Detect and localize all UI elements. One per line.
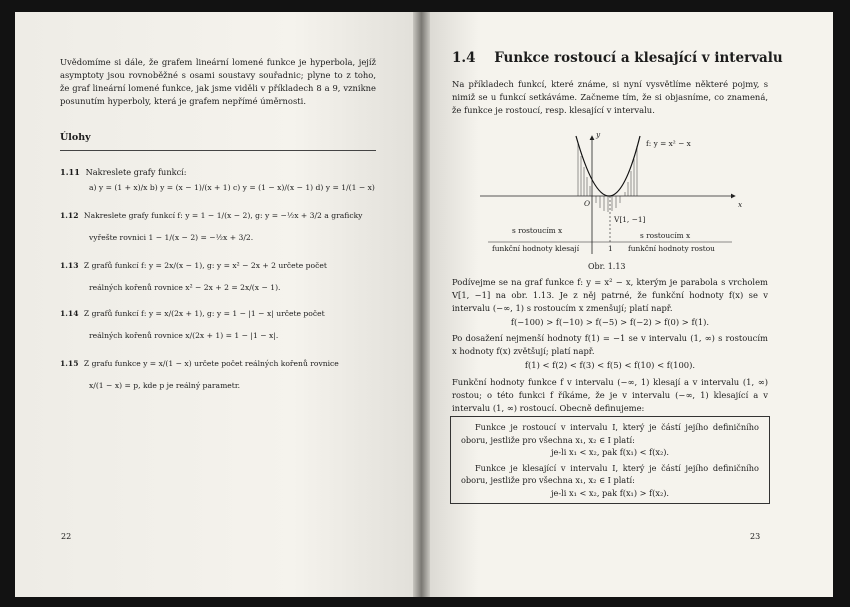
page-number-right: 23	[750, 532, 761, 541]
definition-rising: Funkce je rostoucí v intervalu I, který je částí jejího definičního oboru, jestliže pro všechna x₁, x₂ ∈ I platí:	[461, 422, 759, 445]
exercise-number: 1.15	[60, 359, 79, 368]
exercise-number: 1.13	[60, 261, 79, 270]
figure-increasing-label: s rostoucím x	[640, 231, 691, 240]
section-heading	[452, 50, 783, 66]
figure-vertex-label: V[1, −1]	[614, 215, 646, 224]
book-spine	[413, 12, 430, 597]
page-number-left: 22	[61, 532, 72, 541]
exercise-text: Z grafu funkce y = x/(1 − x) určete počet reálných kořenů rovnice	[83, 359, 339, 368]
figure-y-label: y	[596, 130, 601, 139]
inequality-1: f(−100) > f(−10) > f(−5) > f(−2) > f(0) > f(1).	[510, 317, 710, 327]
exercise-1-12	[60, 210, 362, 222]
exercise-1-14-line2: reálných kořenů rovnice x/(2x + 1) = 1 − |1 − x|.	[89, 331, 279, 340]
left-page	[15, 12, 413, 597]
exercise-text: Z grafů funkcí f: y = 2x/(x − 1), g: y = x² − 2x + 2 určete počet	[83, 261, 327, 270]
section-intro: Na příkladech funkcí, které známe, si nyní vysvětlíme některé pojmy, s nimiž se u funkcí setkáváme. Začneme tím, že si objasníme, co znamená, že funkce je rostoucí, resp. klesající v intervalu.	[452, 79, 768, 115]
exercise-text: Nakreslete grafy funkcí:	[85, 167, 187, 177]
exercise-text: Nakreslete grafy funkcí f: y = 1 − 1/(x − 2), g: y = −½x + 3/2 a graficky	[83, 211, 363, 220]
figure-decreasing-label: s rostoucím x	[512, 226, 563, 235]
exercise-1-12-line2: vyřešte rovnici 1 − 1/(x − 2) = −½x + 3/2.	[89, 233, 254, 242]
figure-function-label: f: y = x² − x	[646, 139, 691, 148]
definition-falling: Funkce je klesající v intervalu I, který je částí jejího definičního oboru, jestliže pro všechna x₁, x₂ ∈ I platí:	[461, 462, 759, 485]
paragraph-3: Funkční hodnoty funkce f v intervalu (−∞, 1) klesají a v intervalu (1, ∞) rostou; o této funkci f říkáme, že je v intervalu (−∞, 1) klesající a v intervalu (1, ∞) rostoucí. Obecně definujeme:	[452, 377, 768, 413]
figure-x-label: x	[738, 200, 743, 209]
figure-parabola	[470, 124, 750, 262]
exercise-number: 1.12	[60, 211, 79, 220]
intro-paragraph: Uvědomíme si dále, že grafem lineární lomené funkce je hyperbola, jejíž asymptoty jsou rovnoběžné s osami soustavy souřadnic; plyne to z toho, že graf lineární lomené funkce, jak jsme viděli v příkladech 8 a 9, vznikne posunutím hyperboly, která je grafem nepřímé úměrnosti.	[60, 57, 376, 106]
exercise-1-14	[60, 308, 325, 320]
paragraph-2: Po dosažení nejmenší hodnoty f(1) = −1 se v intervalu (1, ∞) s rostoucím x hodnoty f(x) zvětšují; platí např.	[452, 333, 768, 356]
exercise-1-15-line2: x/(1 − x) = p, kde p je reálný parametr.	[89, 381, 241, 390]
figure-decreasing-values: funkční hodnoty klesají	[492, 244, 580, 253]
exercises-rule	[60, 150, 376, 151]
figure-tick-one: 1	[608, 244, 613, 253]
definition-rising-condition: je-li x₁ < x₂, pak f(x₁) < f(x₂).	[550, 447, 670, 457]
inequality-2: f(1) < f(2) < f(3) < f(5) < f(10) < f(100).	[524, 360, 696, 370]
paragraph-1: Podívejme se na graf funkce f: y = x² − x, kterým je parabola s vrcholem V[1, −1] na obr. 1.13. Je z něj patrné, že funkční hodnoty f(x) se v intervalu (−∞, 1) s rostoucím x zmenšují; platí např.	[452, 277, 768, 313]
exercise-1-11	[60, 166, 187, 178]
exercise-1-13-line2: reálných kořenů rovnice x² − 2x + 2 = 2x/(x − 1).	[89, 283, 281, 292]
hatch-left	[578, 144, 608, 212]
exercise-1-13	[60, 260, 327, 272]
figure-origin-label: O	[584, 199, 591, 208]
exercise-1-11-formulas: a) y = (1 + x)/x b) y = (x − 1)/(x + 1) c) y = (1 − x)/(x − 1) d) y = 1/(1 − x)	[89, 183, 375, 192]
right-page	[430, 12, 833, 597]
exercise-number: 1.11	[60, 167, 80, 177]
exercises-heading: Úlohy	[60, 132, 91, 143]
section-number: 1.4	[452, 50, 476, 66]
definition-box	[450, 416, 770, 504]
exercise-text: Z grafů funkcí f: y = x/(2x + 1), g: y = 1 − |1 − x| určete počet	[83, 309, 325, 318]
hatch-right	[612, 146, 637, 211]
parabola-curve	[576, 136, 640, 196]
figure-caption: Obr. 1.13	[588, 262, 626, 271]
figure-increasing-values: funkční hodnoty rostou	[628, 244, 715, 253]
section-title: Funkce rostoucí a klesající v intervalu	[494, 50, 783, 66]
exercise-1-15	[60, 358, 339, 370]
exercise-number: 1.14	[60, 309, 79, 318]
definition-falling-condition: je-li x₁ < x₂, pak f(x₁) > f(x₂).	[550, 487, 670, 498]
